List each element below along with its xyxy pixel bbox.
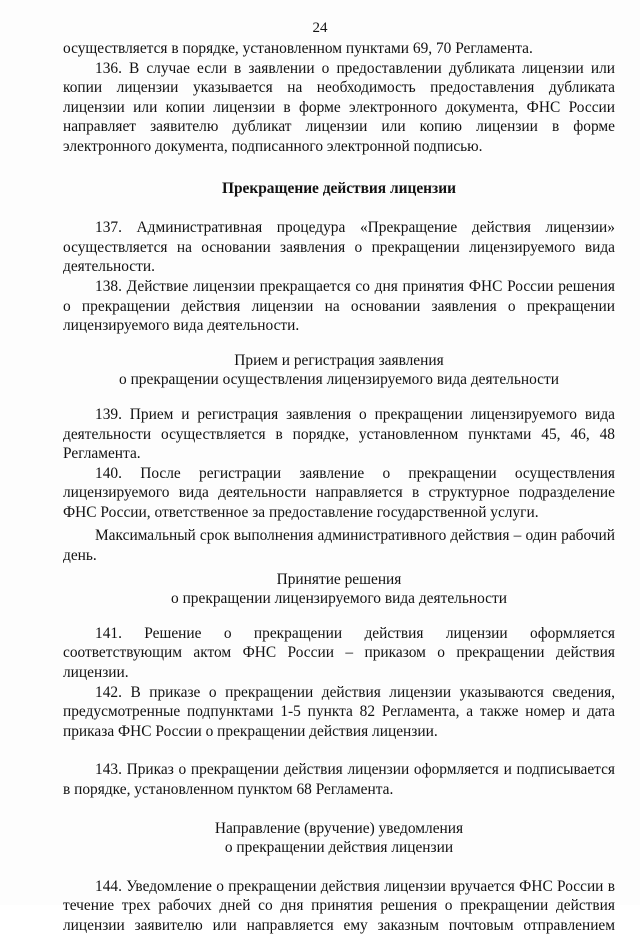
paragraph-139: 139. Прием и регистрация заявления о прекращении лицензируемого вида деятельности осуществляется в порядке, установленном пунктами 45, 46, 48 Регламента. (63, 405, 615, 463)
paragraph-140: 140. После регистрации заявление о прекращении осуществления лицензируемого вида деятельности направляется в структурное подразделение ФНС России, ответственное за предоставление государственной услуги. (63, 464, 615, 521)
subheading-reception-line1: Прием и регистрация заявления (234, 351, 444, 369)
paragraph-141: 141. Решение о прекращении действия лицензии оформляется соответствующим актом ФНС России – приказом о прекращении действия лицензии. (63, 624, 615, 682)
subheading-notice-line1: Направление (вручение) уведомления (214, 819, 464, 837)
paragraph-138: 138. Действие лицензии прекращается со дня принятия ФНС России решения о прекращении действия лицензии на основании заявления о прекращении лицензируемого вида деятельности. (63, 277, 615, 335)
paragraph-144: 144. Уведомление о прекращении действия лицензии вручается ФНС России в течение трех рабочих дней со дня принятия решения о прекращении действия лицензии заявителю или направляется ему заказным почтовым отправлением (63, 877, 615, 934)
section-heading-termination: Прекращение действия лицензии (222, 179, 456, 197)
subheading-reception-line2: о прекращении осуществления лицензируемого вида деятельности (119, 371, 559, 389)
document-body (63, 39, 615, 936)
paragraph-140-deadline: Максимальный срок выполнения административного действия – один рабочий день. (63, 527, 615, 565)
page-number: 24 (312, 20, 328, 36)
subheading-decision-line1: Принятие решения (276, 570, 402, 588)
paragraph-137: 137. Административная процедура «Прекращение действия лицензии» осуществляется на основании заявления о прекращении лицензируемого вида деятельности. (63, 219, 615, 276)
paragraph-136: 136. В случае если в заявлении о предоставлении дубликата лицензии или копии лицензии указывается на необходимость предоставления дубликата лицензии или копии лицензии в форме электронного документа, ФНС России направляет заявителю дубликат лицензии или копию лицензии в форме электронного документа, подписанного электронной подписью. (63, 59, 615, 155)
subheading-notice-line2: о прекращении действия лицензии (224, 839, 454, 857)
paragraph-143: 143. Приказ о прекращении действия лицензии оформляется и подписывается в порядке, установленном пунктом 68 Регламента. (63, 761, 615, 798)
paragraph-continuation: осуществляется в порядке, установленном пунктами 69, 70 Регламента. (63, 40, 533, 57)
paragraph-142: 142. В приказе о прекращении действия лицензии указываются сведения, предусмотренные подпунктами 1-5 пункта 82 Регламента, а также номер и дата приказа ФНС России о прекращении действия лицензии. (63, 683, 615, 740)
subheading-decision-line2: о прекращении лицензируемого вида деятельности (171, 590, 507, 608)
